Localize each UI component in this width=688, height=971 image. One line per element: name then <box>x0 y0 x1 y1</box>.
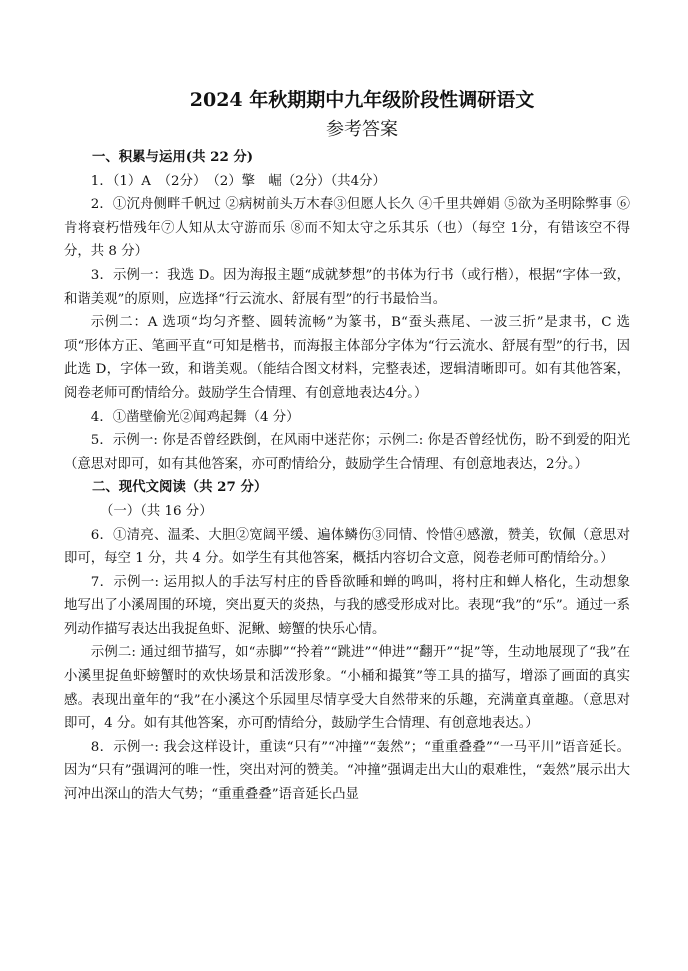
section-heading-accumulation: 一、积累与运用(共 22 分) <box>92 149 254 165</box>
answer-4: 4．①凿壁偷光②闻鸡起舞（4 分） <box>90 409 300 425</box>
answer-3-example-2: 示例二：A 选项“均匀齐整、圆转流畅”为篆书，B“蚕头燕尾、一波三折”是隶书，C 选项“形体方正、笔画平直“可知是楷书，而海报主体部分字体为“行云流水、舒展有型”的行书，因此选 D，字体一致，和谐美观。（能结合图文材料，完整表述，逻辑清晰即可。如有其他答案，阅卷老师可酌情给分。鼓励学生合情理、有创意地表达4分。） <box>64 315 630 401</box>
section-heading-modern-reading: 二、现代文阅读（共 27 分） <box>92 479 268 496</box>
answer-8-example-1: 8．示例一: 我会这样设计，重读“只有”“冲撞”“轰然”；“重重叠叠”“一马平川”语音延长。因为“只有”强调河的唯一性，突出对河的赞美。“冲撞”强调走出大山的艰难性，“轰然”展示出大河冲出深山的浩大气势；“重重叠叠”语音延长凸显 <box>64 739 630 803</box>
answer-5: 5．示例一: 你是否曾经跌倒，在风雨中迷茫你；示例二: 你是否曾经忧伤，盼不到爱的阳光（意思对即可，如有其他答案，亦可酌情给分，鼓励学生合情理、有创意地表达，2分。） <box>64 433 630 472</box>
answer-7-example-1: 7．示例一: 运用拟人的手法写村庄的昏昏欲睡和蝉的鸣叫，将村庄和蝉人格化，生动想象地写出了小溪周围的环境，突出夏天的炎热，与我的感受形成对比。表现“我”的“乐”。通过一系列动作描写表达出我捉鱼虾、泥鳅、螃蟹的快乐心情。 <box>64 574 630 637</box>
answer-6: 6．①清亮、温柔、大胆②宽阔平缓、遍体鳞伤③同情、怜惜④感激，赞美，钦佩（意思对即可，每空 1 分，共 4 分。如学生有其他答案，概括内容切合文意，阅卷老师可酌情给分。） <box>64 527 630 567</box>
subsection-heading-1: （一）（共 16 分） <box>100 503 213 519</box>
answer-2: 2．①沉舟侧畔千帆过 ②病树前头万木春③但愿人长久 ④千里共婵娟 ⑤欲为圣明除弊事 ⑥肯将衰朽惜残年⑦人知从太守游而乐 ⑧而不知太守之乐其乐（也）（每空 1分，有错该空不得分，共 8 分） <box>64 197 630 260</box>
answer-7-example-2: 示例二: 通过细节描写，如“赤脚”“拎着”“跳进”“伸进”“翻开”“捉”等，生动地展现了“我”在小溪里捉鱼虾螃蟹时的欢快场景和活泼形象。“小桶和撮箕”等工具的描写，增添了画面的真实感。表现出童年的“我”在小溪这个乐园里尽情享受大自然带来的乐趣，充满童真童趣。（意思对即可，4 分。如有其他答案，亦可酌情给分，鼓励学生合情理、有创意地表达。） <box>64 645 630 732</box>
page-subtitle: 参考答案 <box>326 119 398 140</box>
answer-1: 1．（1）A （2分） （2）擎 崛（2分）（共4分） <box>90 173 386 189</box>
answer-3-example-1: 3．示例一：我选 D。因为海报主题“成就梦想”的书体为行书（或行楷），根据“字体一致，和谐美观”的原则，应选择“行云流水、舒展有型”的行书最恰当。 <box>64 267 630 307</box>
page-title: 2024 年秋期期中九年级阶段性调研语文 <box>189 89 535 111</box>
